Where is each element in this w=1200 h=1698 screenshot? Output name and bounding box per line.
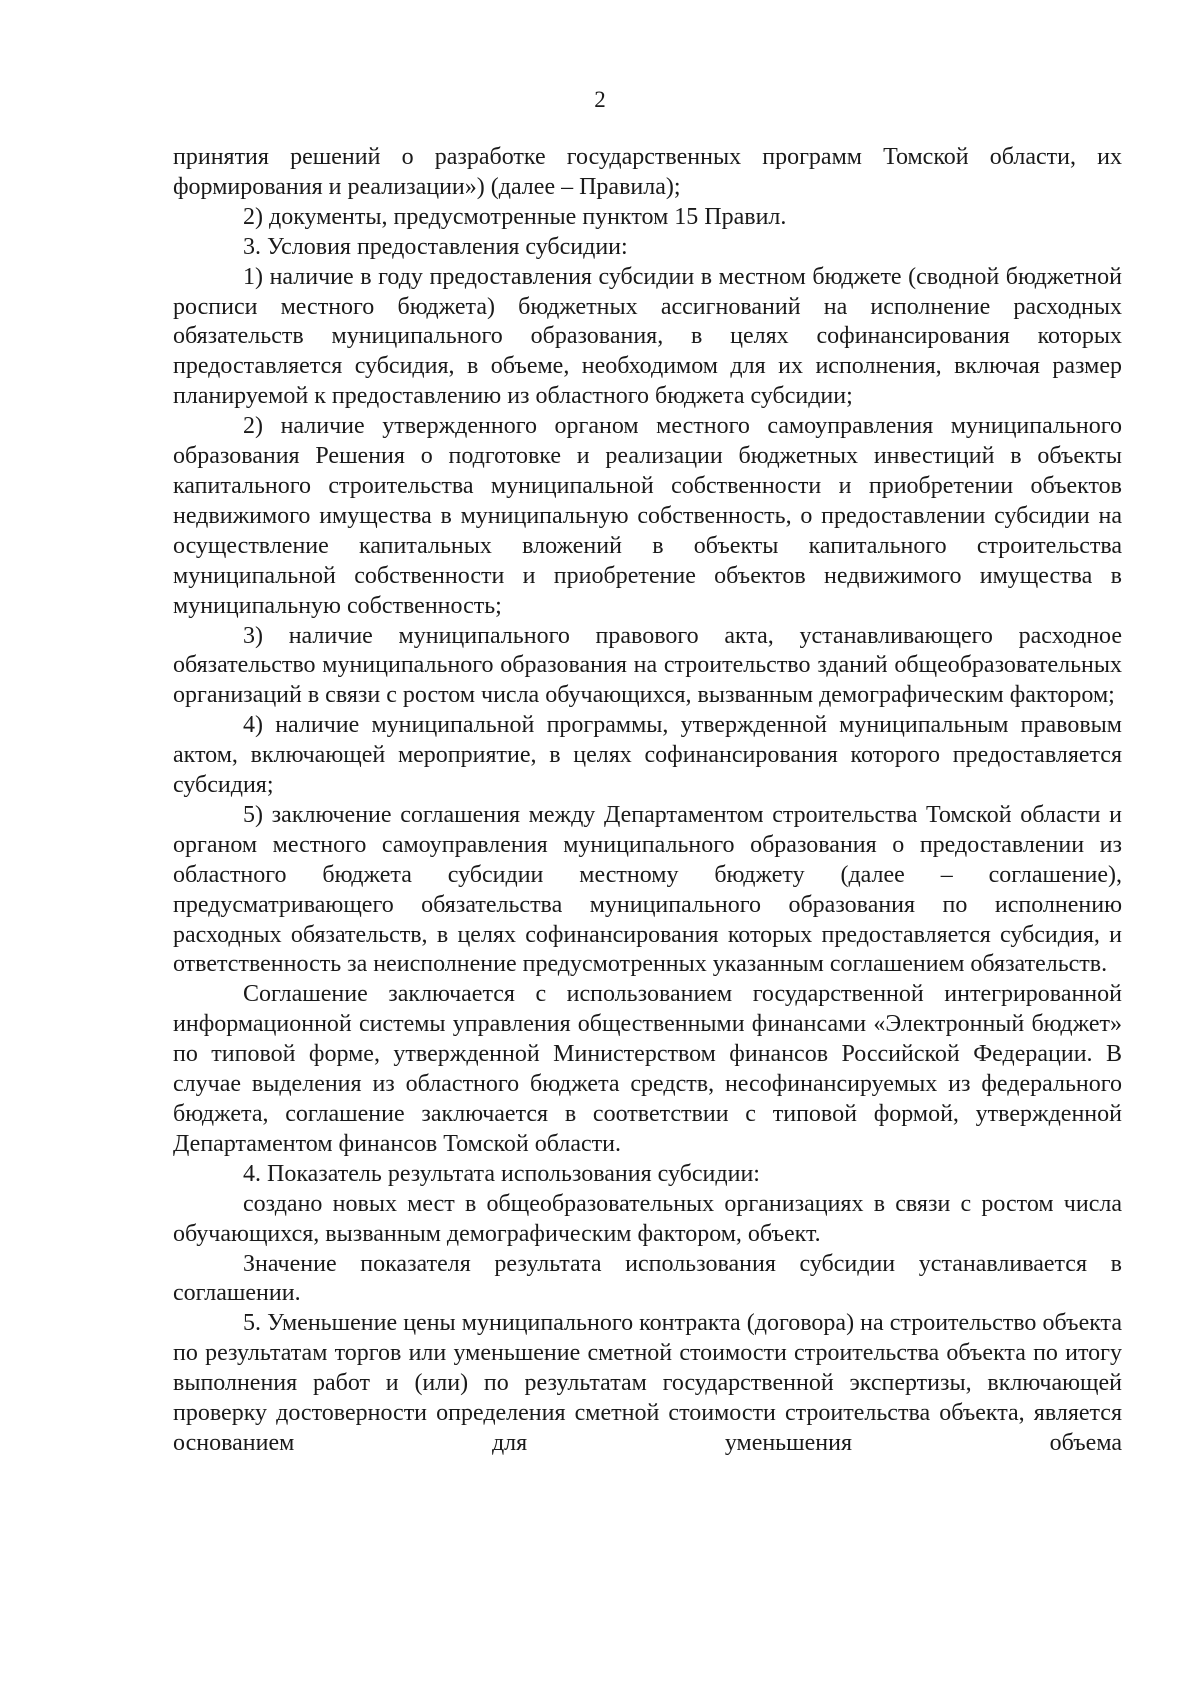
paragraph: 3. Условия предоставления субсидии: [243, 233, 628, 260]
paragraph: Соглашение заключается с использованием государственной интегрированной информационной системы управления общественными финансами «Электронный бюджет» по типовой форме, утвержденной Министерством финансов Российской Федерации. В случае выделения из областного бюджета средств, несофинансируемых из федерального бюджета, соглашение заключается в соответствии с типовой формой, утвержденной Департаментом финансов Томской области. [173, 981, 1122, 1157]
paragraph: 5. Уменьшение цены муниципального контракта (договора) на строительство объекта по результатам торгов или уменьшение сметной стоимости строительства объекта по итогу выполнения работ и (или) по результатам государственной экспертизы, включающей проверку достоверности определения сметной стоимости строительства объекта, является основанием для уменьшения объема [173, 1310, 1122, 1456]
paragraph: 2) наличие утвержденного органом местного самоуправления муниципального образования Решения о подготовке и реализации бюджетных инвестиций в объекты капитального строительства муниципальной собственности и приобретении объектов недвижимого имущества в муниципальную собственность, о предоставлении субсидии на осуществление капитальных вложений в объекты капитального строительства муниципальной собственности и приобретение объектов недвижимого имущества в муниципальную собственность; [173, 413, 1122, 619]
paragraph: 1) наличие в году предоставления субсидии в местном бюджете (сводной бюджетной росписи местного бюджета) бюджетных ассигнований на исполнение расходных обязательств муниципального образования, в целях софинансирования которых предоставляется субсидия, в объеме, необходимом для их исполнения, включая размер планируемой к предоставлению из областного бюджета субсидии; [173, 263, 1122, 410]
paragraph: Значение показателя результата использования субсидии устанавливается в соглашении. [173, 1250, 1122, 1307]
paragraph: 4) наличие муниципальной программы, утвержденной муниципальным правовым актом, включающей мероприятие, в целях софинансирования которого предоставляется субсидия; [173, 712, 1122, 799]
paragraph: принятия решений о разработке государственных программ Томской области, их формирования и реализации») (далее – Правила); [173, 144, 1122, 200]
paragraph: 2) документы, предусмотренные пунктом 15 Правил. [243, 203, 787, 230]
document-body [173, 143, 1122, 1459]
paragraph: 4. Показатель результата использования субсидии: [243, 1160, 760, 1187]
paragraph: создано новых мест в общеобразовательных организациях в связи с ростом числа обучающихся, вызванным демографическим фактором, объект. [173, 1190, 1122, 1247]
page-number: 2 [594, 87, 606, 112]
paragraph: 5) заключение соглашения между Департаментом строительства Томской области и органом местного самоуправления муниципального образования о предоставлении из областного бюджета субсидии местному бюджету (далее – соглашение), предусматривающего обязательства муниципального образования по исполнению расходных обязательств, в целях софинансирования которых предоставляется субсидия, и ответственность за неисполнение предусмотренных указанным соглашением обязательств. [173, 801, 1122, 978]
paragraph: 3) наличие муниципального правового акта, устанавливающего расходное обязательство муниципального образования на строительство зданий общеобразовательных организаций в связи с ростом числа обучающихся, вызванным демографическим фактором; [173, 622, 1122, 709]
